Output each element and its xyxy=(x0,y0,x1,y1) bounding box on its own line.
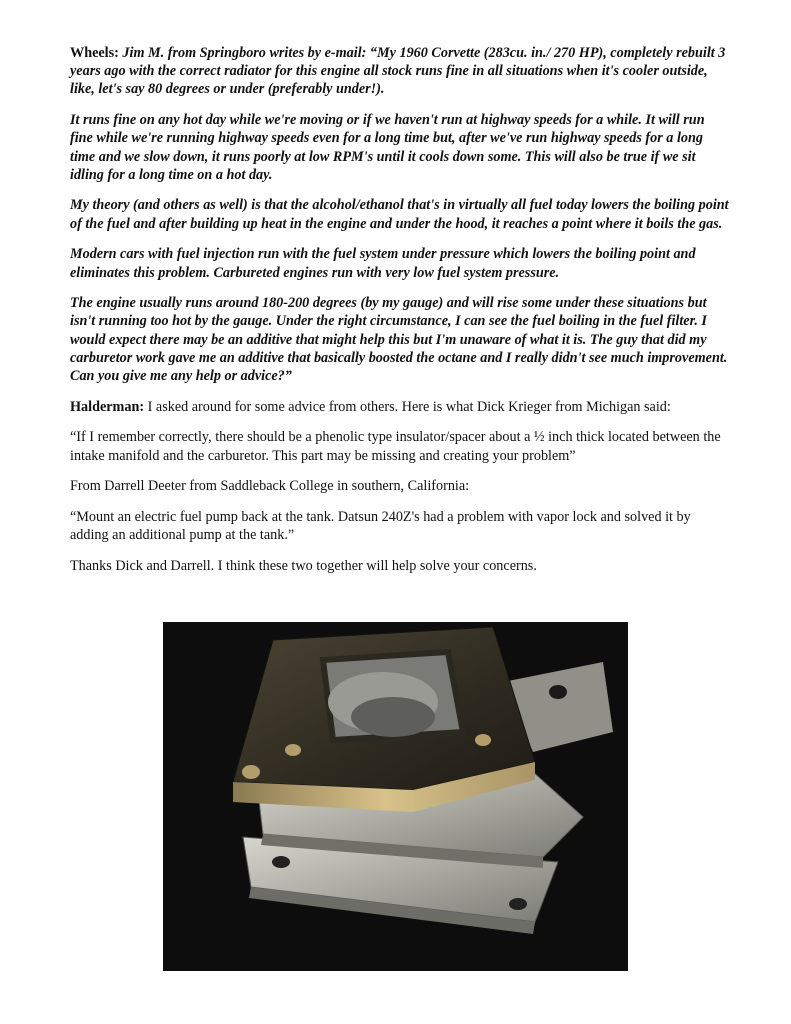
closing-thanks: Thanks Dick and Darrell. I think these two together will help solve your concerns. xyxy=(70,557,537,574)
speaker-wheels: Wheels: xyxy=(70,45,119,61)
article-body xyxy=(70,44,730,588)
krieger-quote: “If I remember correctly, there should be a phenolic type insulator/spacer about a ½ inch thick located between the intake manifold and the carburetor. This part may be missing and creating your problem” xyxy=(70,429,721,464)
question-text-1: Jim M. from Springboro writes by e-mail: “My 1960 Corvette (283cu. in./ 270 HP), completely rebuilt 3 years ago with the correct radiator for this engine all stock runs fine in all situations when it's cooler outside, like, let's say 80 degrees or under (preferably under!). xyxy=(70,45,726,98)
question-paragraph-3: My theory (and others as well) is that the alcohol/ethanol that's in virtually all fuel today lowers the boiling point of the fuel and after building up heat in the engine and under the hood, it reaches a point where it boils the gas. xyxy=(70,197,729,232)
speaker-halderman: Halderman: xyxy=(70,398,145,415)
carburetor-spacer-photo xyxy=(163,622,628,971)
question-paragraph-1 xyxy=(70,44,730,99)
deeter-attribution: From Darrell Deeter from Saddleback College in southern, California: xyxy=(70,478,470,495)
spacer-photo-illustration xyxy=(163,622,628,971)
question-paragraph-5: The engine usually runs around 180-200 degrees (by my gauge) and will rise some under these situations but isn't running too hot by the gauge. Under the right circumstance, I can see the fuel boiling in the fuel filter. I would expect there may be an additive that might help this but I'm unaware of what it is. The guy that did my carburetor work gave me an additive that basically boosted the octane and I really didn't see much improvement. Can you give me any help or advice?” xyxy=(70,295,728,385)
answer-intro xyxy=(70,398,730,416)
question-paragraph-2: It runs fine on any hot day while we're moving or if we haven't run at highway speeds for a while. It will run fine while we're running highway speeds even for a long time but, after we've run highway speeds for a long time and we slow down, it runs poorly at low RPM's until it cools down some. This will also be true if we sit idling for a long time on a hot day. xyxy=(70,112,705,183)
deeter-quote: “Mount an electric fuel pump back at the tank. Datsun 240Z's had a problem with vapor lock and solved it by adding an additional pump at the tank.” xyxy=(70,509,691,544)
question-paragraph-4: Modern cars with fuel injection run with the fuel system under pressure which lowers the boiling point and eliminates this problem. Carbureted engines run with very low fuel system pressure. xyxy=(70,246,696,281)
answer-intro-text: I asked around for some advice from others. Here is what Dick Krieger from Michigan said: xyxy=(147,398,671,415)
